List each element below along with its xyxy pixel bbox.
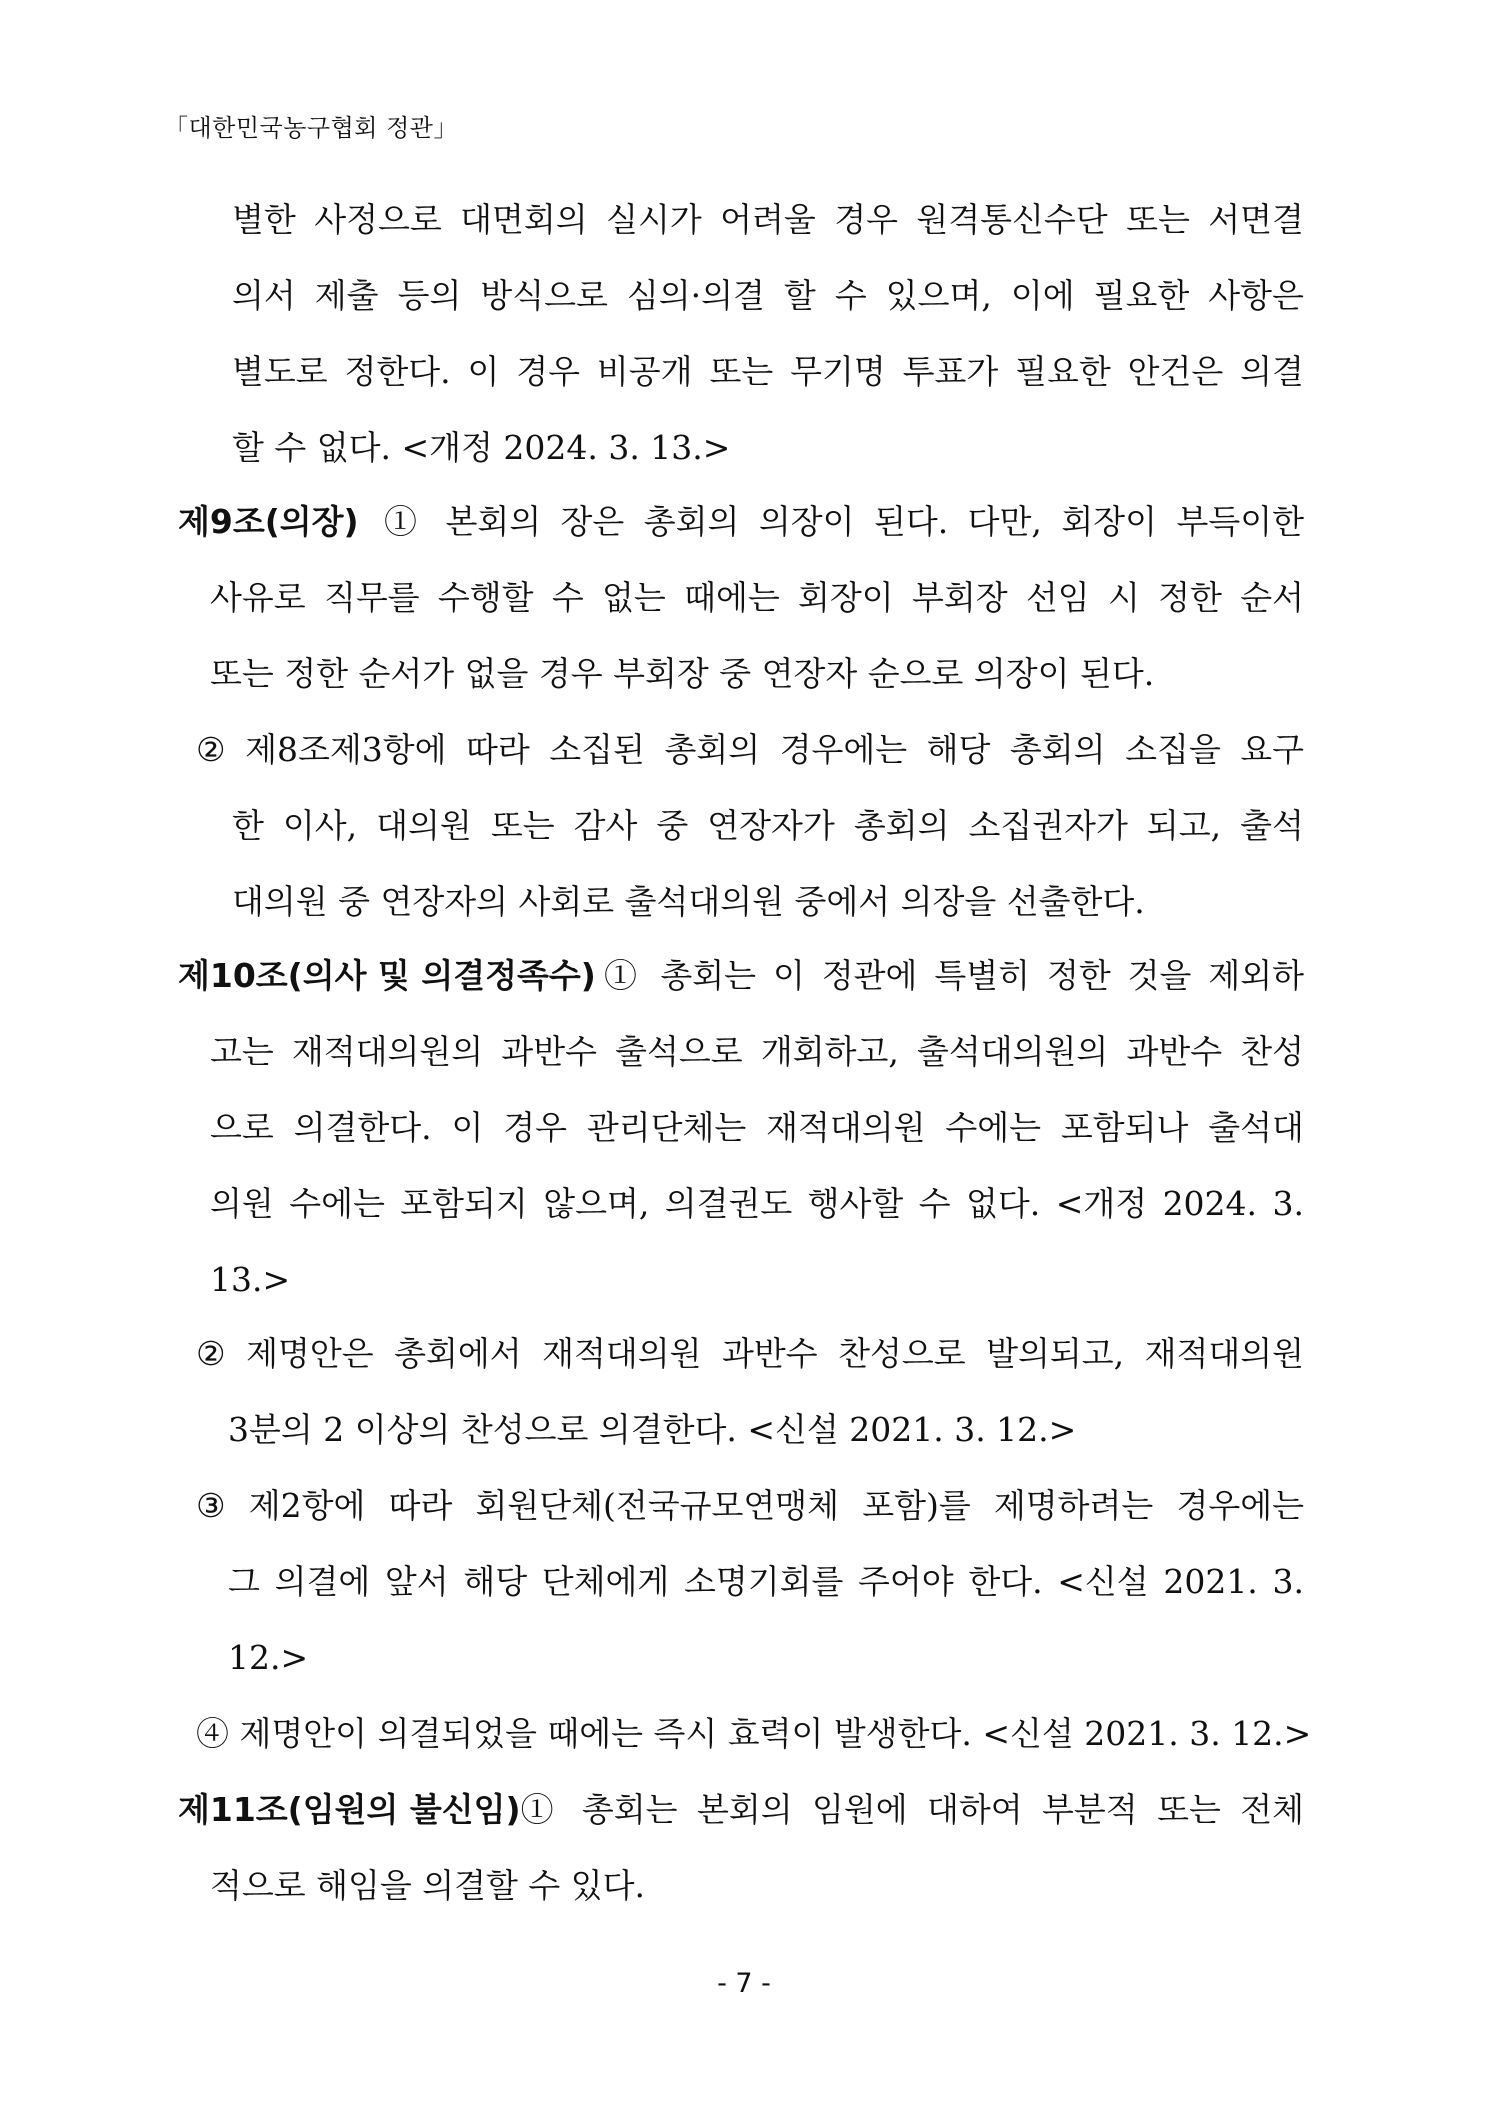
text-line: 별도로 정한다. 이 경우 비공개 또는 무기명 투표가 필요한 안건은 의결	[232, 352, 1304, 391]
paragraph-4-line: ④ 제명안이 의결되었을 때에는 즉시 효력이 발생한다. <신설 2021. 3. 12.>	[196, 1714, 1312, 1753]
text-line: 사유로 직무를 수행할 수 없는 때에는 회장이 부회장 선임 시 정한 순서	[210, 578, 1304, 617]
text-line: 으로 의결한다. 이 경우 관리단체는 재적대의원 수에는 포함되나 출석대	[210, 1108, 1304, 1147]
text-line: 대의원 중 연장자의 사회로 출석대의원 중에서 의장을 선출한다.	[232, 882, 1145, 921]
article-10-first-line	[178, 956, 1304, 996]
paragraph-2-line: ② 제8조제3항에 따라 소집된 총회의 경우에는 해당 총회의 소집을 요구	[196, 730, 1304, 769]
text-line: 한 이사, 대의원 또는 감사 중 연장자가 총회의 소집권자가 되고, 출석	[232, 806, 1304, 845]
page-number: - 7 -	[717, 1968, 771, 1999]
article-10-title: 제10조(의사 및 의결정족수)	[178, 956, 596, 995]
text-line: 고는 재적대의원의 과반수 출석으로 개회하고, 출석대의원의 과반수 찬성	[210, 1032, 1304, 1071]
article-11-title: 제11조(임원의 불신임)	[178, 1790, 521, 1829]
text-line: 13.>	[210, 1260, 291, 1299]
text-line: 12.>	[228, 1638, 309, 1677]
paragraph-3-line: ③ 제2항에 따라 회원단체(전국규모연맹체 포함)를 제명하려는 경우에는	[196, 1486, 1304, 1525]
text-line: 의원 수에는 포함되지 않으며, 의결권도 행사할 수 없다. <개정 2024. 3.	[210, 1184, 1304, 1223]
text-line: 또는 정한 순서가 없을 경우 부회장 중 연장자 순으로 의장이 된다.	[210, 654, 1155, 693]
article-9-text: ① 본회의 장은 총회의 의장이 된다. 다만, 회장이 부득이한	[384, 502, 1304, 541]
article-9-first-line	[178, 502, 1304, 542]
text-line: 별한 사정으로 대면회의 실시가 어려울 경우 원격통신수단 또는 서면결	[232, 200, 1304, 239]
article-9-title: 제9조(의장)	[178, 502, 359, 541]
text-line: 할 수 없다. <개정 2024. 3. 13.>	[232, 428, 731, 467]
text-line: 의서 제출 등의 방식으로 심의·의결 할 수 있으며, 이에 필요한 사항은	[232, 276, 1304, 315]
paragraph-2-line: ② 제명안은 총회에서 재적대의원 과반수 찬성으로 발의되고, 재적대의원	[196, 1334, 1304, 1373]
article-10-text: ① 총회는 이 정관에 특별히 정한 것을 제외하	[604, 956, 1304, 995]
text-line: 3분의 2 이상의 찬성으로 의결한다. <신설 2021. 3. 12.>	[228, 1410, 1077, 1449]
text-line: 그 의결에 앞서 해당 단체에게 소명기회를 주어야 한다. <신설 2021. 3.	[228, 1562, 1304, 1601]
text-line: 적으로 해임을 의결할 수 있다.	[210, 1866, 645, 1905]
document-header: 「대한민국농구협회 정관」	[164, 114, 458, 142]
article-11-text: ① 총회는 본회의 임원에 대하여 부분적 또는 전체	[520, 1790, 1304, 1829]
article-11-first-line	[178, 1790, 1304, 1830]
